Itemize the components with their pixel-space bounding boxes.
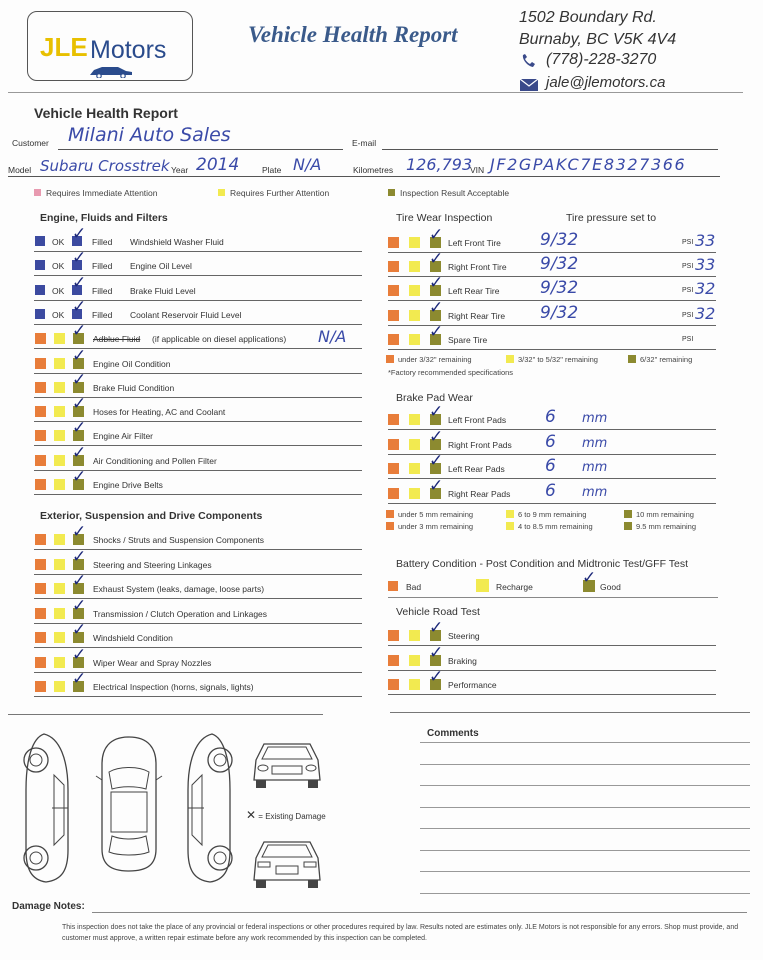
exterior-row-7-check-icon: ✓ [72, 669, 87, 689]
adblue-row-yellow-box[interactable] [54, 333, 65, 344]
engine-row-3-check-icon: ✓ [72, 394, 87, 415]
comment-line-2 [420, 764, 750, 765]
tire-row-4-tread-value[interactable]: 9/32 [540, 302, 579, 323]
brake-row-2-orange-box[interactable] [388, 439, 399, 450]
company-logo [27, 11, 193, 81]
fluid-row-2-ok-label: OK [52, 261, 65, 272]
road-row-1-label: Steering [448, 631, 480, 641]
road-test-section-title: Vehicle Road Test [396, 606, 480, 618]
fluid-row-4-blue-box[interactable] [35, 309, 45, 319]
brake-row-1-yellow-box[interactable] [409, 414, 420, 425]
brake-row-3-check-icon: ✓ [429, 451, 444, 471]
fluid-row-3-check-icon: ✓ [72, 272, 87, 293]
exterior-row-5-yellow-box[interactable] [54, 632, 65, 643]
battery-line [388, 597, 718, 598]
tire-row-1-tread-value[interactable]: 9/32 [540, 230, 579, 250]
legend-immediate-text: Requires Immediate Attention [46, 188, 158, 198]
brake-row-1-check-icon: ✓ [429, 402, 444, 422]
brake-row-2-check-icon: ✓ [429, 426, 444, 447]
brake-note-a3: 10 mm remaining [636, 510, 694, 519]
engine-row-3-orange-box[interactable] [35, 406, 46, 417]
car-left-side-diagram[interactable] [14, 730, 78, 886]
customer-field-line [58, 149, 343, 150]
adblue-applicability: (if applicable on diesel applications) [152, 334, 287, 345]
tire-note-factory: *Factory recommended specifications [388, 368, 514, 377]
email-field-line [382, 149, 718, 150]
tire-row-1-check-icon: ✓ [429, 225, 444, 245]
plate-label: Plate [262, 165, 282, 175]
left-section-divider [8, 714, 323, 715]
tire-row-1-orange-box[interactable] [388, 237, 399, 248]
brake-note-a1: under 5 mm remaining [398, 510, 474, 519]
brake-row-2-label: Right Front Pads [448, 439, 512, 450]
tire-row-3-check-icon: ✓ [429, 273, 444, 294]
kilometres-label: Kilometres [353, 165, 394, 175]
brake-row-1-unit: mm [582, 411, 608, 426]
brake-note-b2: 4 to 8.5 mm remaining [518, 522, 593, 531]
car-top-view-diagram[interactable] [94, 734, 164, 874]
form-subtitle: Vehicle Health Report [34, 105, 178, 121]
road-row-1-check-icon: ✓ [429, 618, 444, 638]
tire-row-4-check-icon: ✓ [429, 297, 444, 318]
tire-row-1-psi-label: PSI [682, 239, 694, 246]
tire-section-title: Tire Wear Inspection [396, 212, 493, 224]
tire-row-5-line [388, 349, 716, 350]
exterior-row-1-label: Shocks / Struts and Suspension Components [93, 535, 265, 545]
battery-bad-swatch[interactable] [388, 581, 398, 591]
engine-row-1-check-icon: ✓ [72, 345, 87, 366]
fluid-row-2-check-icon: ✓ [72, 248, 87, 269]
customer-value[interactable]: Milani Auto Sales [68, 124, 231, 146]
exterior-row-2-label: Steering and Steering Linkages [93, 559, 212, 570]
plate-value[interactable]: N/A [293, 155, 322, 174]
comment-line-1 [420, 742, 750, 743]
adblue-value[interactable]: N/A [318, 327, 347, 347]
engine-row-2-yellow-box[interactable] [54, 382, 65, 393]
year-value[interactable]: 2014 [196, 155, 240, 175]
comment-line-7 [420, 871, 750, 872]
tire-row-3-psi-value[interactable]: 32 [695, 279, 716, 299]
logo-motors-text: Motors [90, 36, 167, 64]
kilometres-value[interactable]: 126,793 [406, 155, 473, 174]
brake-row-3-orange-box[interactable] [388, 463, 399, 474]
engine-row-6-line [34, 494, 362, 495]
brake-row-4-yellow-box[interactable] [409, 488, 420, 499]
tire-row-5-yellow-box[interactable] [409, 334, 420, 345]
comment-line-3 [420, 785, 750, 786]
brake-row-4-value[interactable]: 6 [545, 480, 556, 501]
fluid-row-4-ok-label: OK [52, 309, 65, 320]
brake-note-a2: 6 to 9 mm remaining [518, 510, 587, 519]
tire-row-2-yellow-box[interactable] [409, 261, 420, 272]
road-row-1-yellow-box[interactable] [409, 630, 420, 641]
tire-note-orange-swatch [386, 355, 394, 363]
comments-title: Comments [427, 728, 479, 739]
brake-note-b2-swatch [506, 522, 514, 530]
engine-row-1-orange-box[interactable] [35, 358, 46, 369]
fluid-row-1-label: Windshield Washer Fluid [130, 237, 224, 247]
tire-row-3-psi-label: PSI [682, 287, 694, 295]
tire-note-yellow-swatch [506, 355, 514, 363]
adblue-row-orange-box[interactable] [35, 333, 46, 344]
fluid-row-3-ok-label: OK [52, 285, 65, 296]
brake-row-2-unit: mm [582, 435, 608, 451]
tire-row-4-yellow-box[interactable] [409, 310, 420, 321]
email-label: E-mail [352, 138, 377, 148]
brake-row-2-value[interactable]: 6 [545, 431, 556, 452]
exterior-row-1-orange-box[interactable] [35, 534, 46, 545]
tire-row-1-yellow-box[interactable] [409, 237, 420, 248]
battery-section-title: Battery Condition - Post Condition and Midtronic Test/GFF Test [396, 558, 688, 570]
right-section-divider [390, 712, 750, 713]
engine-row-1-yellow-box[interactable] [54, 358, 65, 369]
car-front-view-diagram[interactable] [250, 738, 324, 790]
exterior-row-7-label: Electrical Inspection (horns, signals, lights) [93, 682, 254, 692]
report-title: Vehicle Health Report [248, 22, 458, 47]
email-address: jale@jlemotors.ca [546, 74, 666, 91]
brake-row-3-value[interactable]: 6 [545, 456, 556, 476]
road-row-3-check-icon: ✓ [429, 667, 444, 687]
engine-row-2-orange-box[interactable] [35, 382, 46, 393]
road-row-3-orange-box[interactable] [388, 679, 399, 690]
tire-row-2-label: Right Front Tire [448, 262, 507, 273]
brake-note-b1: under 3 mm remaining [398, 522, 474, 531]
brake-row-1-value[interactable]: 6 [545, 407, 556, 427]
fluid-row-4-filled-label: Filled [92, 309, 113, 320]
model-field-line [8, 176, 720, 177]
fluid-row-4-label: Coolant Reservoir Fluid Level [130, 309, 242, 320]
brake-row-4-label: Right Rear Pads [448, 488, 511, 499]
legend-immediate-swatch [34, 189, 41, 196]
exterior-row-4-check-icon: ✓ [72, 595, 87, 616]
tire-pressure-title: Tire pressure set to [566, 212, 657, 224]
exterior-row-5-label: Windshield Condition [93, 633, 173, 643]
exterior-row-5-orange-box[interactable] [35, 632, 46, 643]
fluid-row-2-label: Engine Oil Level [130, 261, 192, 272]
exterior-row-4-orange-box[interactable] [35, 608, 46, 619]
brake-row-4-orange-box[interactable] [388, 488, 399, 499]
model-value[interactable]: Subaru Crosstrek [40, 157, 170, 175]
exterior-row-6-orange-box[interactable] [35, 657, 46, 668]
road-row-3-yellow-box[interactable] [409, 679, 420, 690]
brake-note-b3-swatch [624, 522, 632, 530]
tire-note-under: under 3/32" remaining [398, 355, 472, 364]
exterior-row-6-label: Wiper Wear and Spray Nozzles [93, 657, 212, 668]
vin-value[interactable]: JF2GPAKC7E8327366 [490, 155, 687, 174]
battery-bad-label: Bad [406, 582, 422, 592]
brake-row-3-yellow-box[interactable] [409, 463, 420, 474]
damage-notes-label: Damage Notes: [12, 901, 85, 912]
exterior-row-3-label: Exhaust System (leaks, damage, loose parts) [93, 584, 265, 594]
engine-row-1-label: Engine Oil Condition [93, 358, 171, 369]
brake-note-a1-swatch [386, 510, 394, 518]
road-row-2-label: Braking [448, 655, 477, 666]
exterior-row-1-yellow-box[interactable] [54, 534, 65, 545]
exterior-row-5-check-icon: ✓ [72, 620, 87, 640]
tire-row-3-tread-value[interactable]: 9/32 [540, 278, 579, 299]
brake-note-a2-swatch [506, 510, 514, 518]
brake-row-1-label: Left Front Pads [448, 415, 507, 425]
engine-row-2-check-icon: ✓ [72, 369, 87, 390]
engine-row-5-check-icon: ✓ [72, 442, 87, 463]
adblue-row-check-icon: ✓ [72, 321, 87, 342]
tire-row-4-psi-value[interactable]: 32 [695, 303, 716, 323]
email-icon [519, 77, 539, 93]
engine-row-4-check-icon: ✓ [72, 418, 87, 439]
tire-row-4-psi-label: PSI [682, 311, 694, 319]
tire-row-3-yellow-box[interactable] [409, 285, 420, 296]
exterior-row-7-yellow-box[interactable] [54, 681, 65, 692]
damage-notes-line [92, 912, 747, 913]
comment-line-6 [420, 850, 750, 851]
fluid-row-1-filled-label: Filled [92, 237, 113, 247]
battery-good-label: Good [600, 582, 621, 592]
exterior-row-4-label: Transmission / Clutch Operation and Linkages [93, 608, 268, 619]
brake-note-b1-swatch [386, 522, 394, 530]
x-mark-icon: ✕ [246, 808, 257, 822]
tire-row-4-label: Right Rear Tire [448, 310, 506, 321]
exterior-row-3-check-icon: ✓ [72, 571, 87, 591]
battery-good-check-icon: ✓ [582, 568, 597, 588]
fluid-row-3-filled-label: Filled [92, 285, 113, 296]
fluid-row-2-blue-box[interactable] [35, 260, 45, 270]
address-line1: 1502 Boundary Rd. [519, 9, 657, 26]
tire-row-5-orange-box[interactable] [388, 334, 399, 345]
exterior-section-title: Exterior, Suspension and Drive Components [40, 510, 263, 522]
tire-row-5-check-icon: ✓ [429, 321, 444, 342]
fluid-row-1-ok-label: OK [52, 237, 65, 247]
disclaimer-footer: This inspection does not take the place of any provincial or federal inspections or other procedures required by law. Results noted are estimates only. JLE Motors is not responsible for any errors. Shop must provide, and customer must approve, a written repair estimate before any work recommended by this inspection can be completed. [62, 924, 739, 942]
brake-note-a3-swatch [624, 510, 632, 518]
exterior-row-4-yellow-box[interactable] [54, 608, 65, 619]
exterior-row-6-yellow-box[interactable] [54, 657, 65, 668]
tire-row-2-psi-value[interactable]: 33 [695, 255, 716, 275]
tire-row-2-tread-value[interactable]: 9/32 [540, 254, 579, 275]
engine-row-6-orange-box[interactable] [35, 479, 46, 490]
exterior-row-3-yellow-box[interactable] [54, 583, 65, 594]
tire-row-3-orange-box[interactable] [388, 285, 399, 296]
tire-note-green-swatch [628, 355, 636, 363]
engine-row-4-orange-box[interactable] [35, 430, 46, 441]
brake-row-2-yellow-box[interactable] [409, 439, 420, 450]
brake-note-b3: 9.5 mm remaining [636, 522, 697, 531]
engine-row-2-label: Brake Fluid Condition [93, 382, 175, 393]
engine-row-5-orange-box[interactable] [35, 455, 46, 466]
comment-line-4 [420, 807, 750, 808]
address-line2: Burnaby, BC V5K 4V4 [519, 31, 677, 48]
road-row-2-yellow-box[interactable] [409, 655, 420, 666]
tire-row-3-label: Left Rear Tire [448, 286, 500, 297]
tire-note-good: 6/32" remaining [640, 355, 693, 364]
fluid-row-4-check-icon: ✓ [72, 296, 87, 317]
year-label: Year [171, 165, 189, 175]
exterior-row-3-orange-box[interactable] [35, 583, 46, 594]
customer-label: Customer [12, 138, 49, 148]
car-logo-icon [88, 64, 134, 78]
brake-row-3-label: Left Rear Pads [448, 464, 505, 474]
engine-row-3-yellow-box[interactable] [54, 406, 65, 417]
tire-note-mid: 3/32" to 5/32" remaining [518, 355, 598, 364]
engine-row-3-label: Hoses for Heating, AC and Coolant [93, 407, 226, 418]
battery-recharge-swatch[interactable] [476, 579, 489, 592]
adblue-label: Adblue Fluid [93, 334, 141, 345]
tire-row-5-psi-label: PSI [682, 335, 694, 343]
engine-row-6-check-icon: ✓ [72, 467, 87, 487]
exterior-row-1-check-icon: ✓ [72, 522, 87, 542]
road-row-3-line [388, 694, 716, 695]
road-row-2-check-icon: ✓ [429, 642, 444, 663]
phone-icon [519, 53, 539, 69]
tire-row-2-psi-label: PSI [682, 263, 694, 271]
tire-row-2-orange-box[interactable] [388, 261, 399, 272]
fluid-row-2-filled-label: Filled [92, 261, 113, 272]
exterior-row-2-check-icon: ✓ [72, 546, 87, 567]
header-divider [8, 92, 743, 93]
road-row-1-orange-box[interactable] [388, 630, 399, 641]
comment-line-8 [420, 893, 750, 894]
battery-recharge-label: Recharge [496, 582, 533, 592]
existing-damage-text: = Existing Damage [258, 812, 326, 821]
exterior-row-2-orange-box[interactable] [35, 559, 46, 570]
engine-row-6-label: Engine Drive Belts [93, 480, 163, 490]
engine-row-5-label: Air Conditioning and Pollen Filter [93, 455, 217, 466]
road-row-3-label: Performance [448, 680, 497, 690]
phone-number: (778)-228-3270 [546, 51, 657, 68]
fluid-row-3-label: Brake Fluid Level [130, 285, 196, 296]
engine-row-6-yellow-box[interactable] [54, 479, 65, 490]
tire-row-2-check-icon: ✓ [429, 249, 444, 270]
comment-line-5 [420, 828, 750, 829]
tire-row-5-label: Spare Tire [448, 334, 488, 345]
car-rear-view-diagram[interactable] [250, 836, 324, 890]
exterior-row-2-yellow-box[interactable] [54, 559, 65, 570]
engine-row-5-yellow-box[interactable] [54, 455, 65, 466]
engine-row-4-label: Engine Air Filter [93, 431, 153, 442]
legend-further-text: Requires Further Attention [230, 188, 330, 198]
logo-jle-text: JLE [40, 32, 88, 62]
brake-section-title: Brake Pad Wear [396, 392, 473, 404]
exterior-row-7-orange-box[interactable] [35, 681, 46, 692]
engine-section-title: Engine, Fluids and Filters [40, 212, 168, 224]
tire-row-1-psi-value[interactable]: 33 [695, 231, 716, 250]
legend-further-swatch [218, 189, 225, 196]
tire-row-1-label: Left Front Tire [448, 238, 501, 248]
legend-acceptable-text: Inspection Result Acceptable [400, 188, 510, 198]
vin-label: VIN [470, 165, 485, 175]
brake-row-4-line [388, 503, 716, 504]
engine-row-4-yellow-box[interactable] [54, 430, 65, 441]
brake-row-3-unit: mm [582, 460, 608, 475]
brake-row-4-unit: mm [582, 484, 608, 500]
exterior-row-6-check-icon: ✓ [72, 644, 87, 665]
brake-row-1-orange-box[interactable] [388, 414, 399, 425]
exterior-row-7-line [34, 696, 362, 697]
brake-row-4-check-icon: ✓ [429, 475, 444, 496]
model-label: Model [8, 165, 32, 175]
road-row-2-orange-box[interactable] [388, 655, 399, 666]
fluid-row-1-blue-box[interactable] [35, 236, 45, 246]
fluid-row-1-check-icon: ✓ [72, 224, 87, 244]
car-right-side-diagram[interactable] [178, 730, 242, 886]
fluid-row-3-blue-box[interactable] [35, 285, 45, 295]
legend-acceptable-swatch [388, 189, 395, 196]
existing-damage-legend [246, 808, 326, 822]
tire-row-4-orange-box[interactable] [388, 310, 399, 321]
